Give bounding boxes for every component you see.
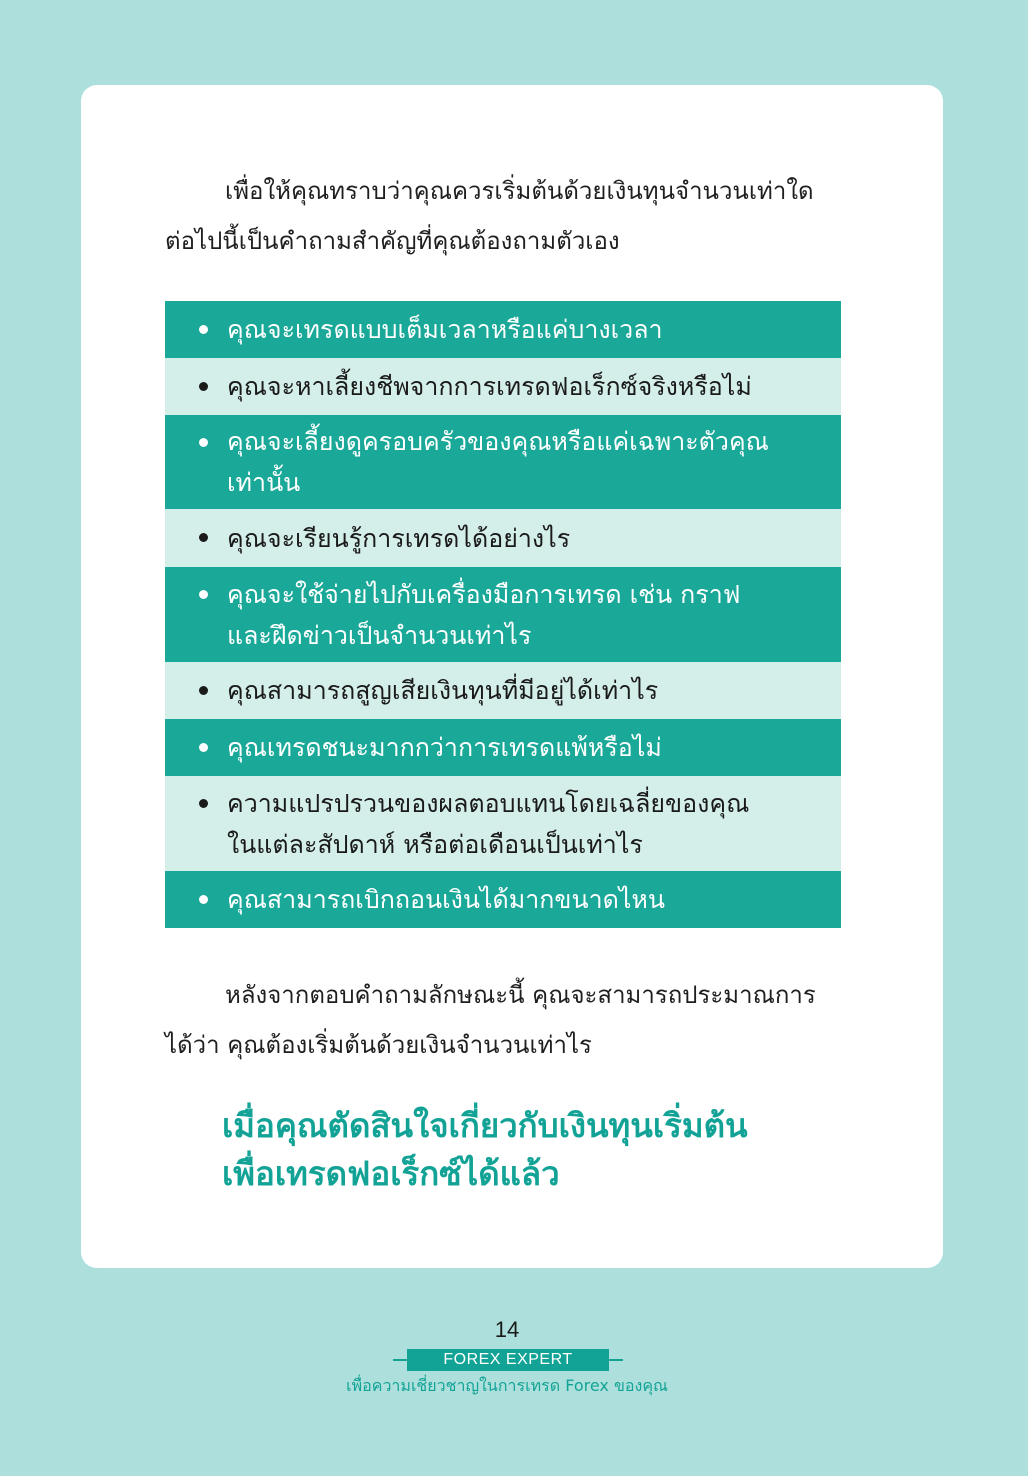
question-text: คุณจะหาเลี้ยงชีพจากการเทรดฟอเร็กซ์จริงหรือไม่ [227,372,752,401]
intro-paragraph [165,166,841,266]
question-item [165,719,841,776]
question-item [165,301,841,358]
question-text-continued: เท่านั้น [227,468,301,497]
question-text: คุณจะเรียนรู้การเทรดได้อย่างไร [227,523,571,553]
bullet-icon [199,438,208,447]
question-text: คุณจะเลี้ยงดูครอบครัวของคุณหรือแค่เฉพาะตัวคุณ [227,427,769,456]
section-heading [222,1102,862,1198]
intro-line-2: ต่อไปนี้เป็นคำถามสำคัญที่คุณต้องถามตัวเอง [165,227,620,255]
outro-paragraph [165,970,841,1070]
bullet-icon [199,533,208,542]
question-item [165,415,841,509]
bullet-icon [199,686,208,695]
brand-rule-right [609,1359,623,1361]
outro-line-1: หลังจากตอบคำถามลักษณะนี้ คุณจะสามารถประมาณการ [225,981,816,1009]
question-item [165,567,841,662]
question-item [165,662,841,719]
bullet-icon [199,325,208,334]
question-text-continued: ในแต่ละสัปดาห์ หรือต่อเดือนเป็นเท่าไร [227,829,643,859]
question-list [165,301,841,928]
question-text: คุณจะเทรดแบบเต็มเวลาหรือแค่บางเวลา [227,315,663,344]
question-text-continued: และฝึดข่าวเป็นจำนวนเท่าไร [227,620,532,650]
question-item [165,358,841,415]
brand-rule-left [393,1359,407,1361]
question-text: คุณสามารถเบิกถอนเงินได้มากขนาดไหน [227,885,665,914]
bullet-icon [199,590,208,599]
section-heading-line-1: เมื่อคุณตัดสินใจเกี่ยวกับเงินทุนเริ่มต้น [222,1106,748,1145]
brand-label: FOREX EXPERT [407,1349,609,1371]
question-item [165,509,841,567]
bullet-icon [199,382,208,391]
intro-line-1: เพื่อให้คุณทราบว่าคุณควรเริ่มต้นด้วยเงินทุนจำนวนเท่าใด [225,177,814,205]
question-item [165,871,841,928]
bullet-icon [199,743,208,752]
question-text: คุณจะใช้จ่ายไปกับเครื่องมือการเทรด เช่น กราฟ [227,579,741,609]
question-text: คุณเทรดชนะมากกว่าการเทรดแพ้หรือไม่ [227,733,662,762]
question-item [165,776,841,871]
question-text: คุณสามารถสูญเสียเงินทุนที่มีอยู่ได้เท่าไร [227,676,659,705]
footer-tagline: เพื่อความเชี่ยวชาญในการเทรด Forex ของคุณ [346,1376,668,1395]
page-number: 14 [494,1317,520,1342]
question-text: ความแปรปรวนของผลตอบแทนโดยเฉลี่ยของคุณ [227,788,750,818]
section-heading-line-2: เพื่อเทรดฟอเร็กซ์ได้แล้ว [222,1154,560,1193]
bullet-icon [199,895,208,904]
bullet-icon [199,799,208,808]
outro-line-2: ได้ว่า คุณต้องเริ่มต้นด้วยเงินจำนวนเท่าไร [165,1031,592,1059]
